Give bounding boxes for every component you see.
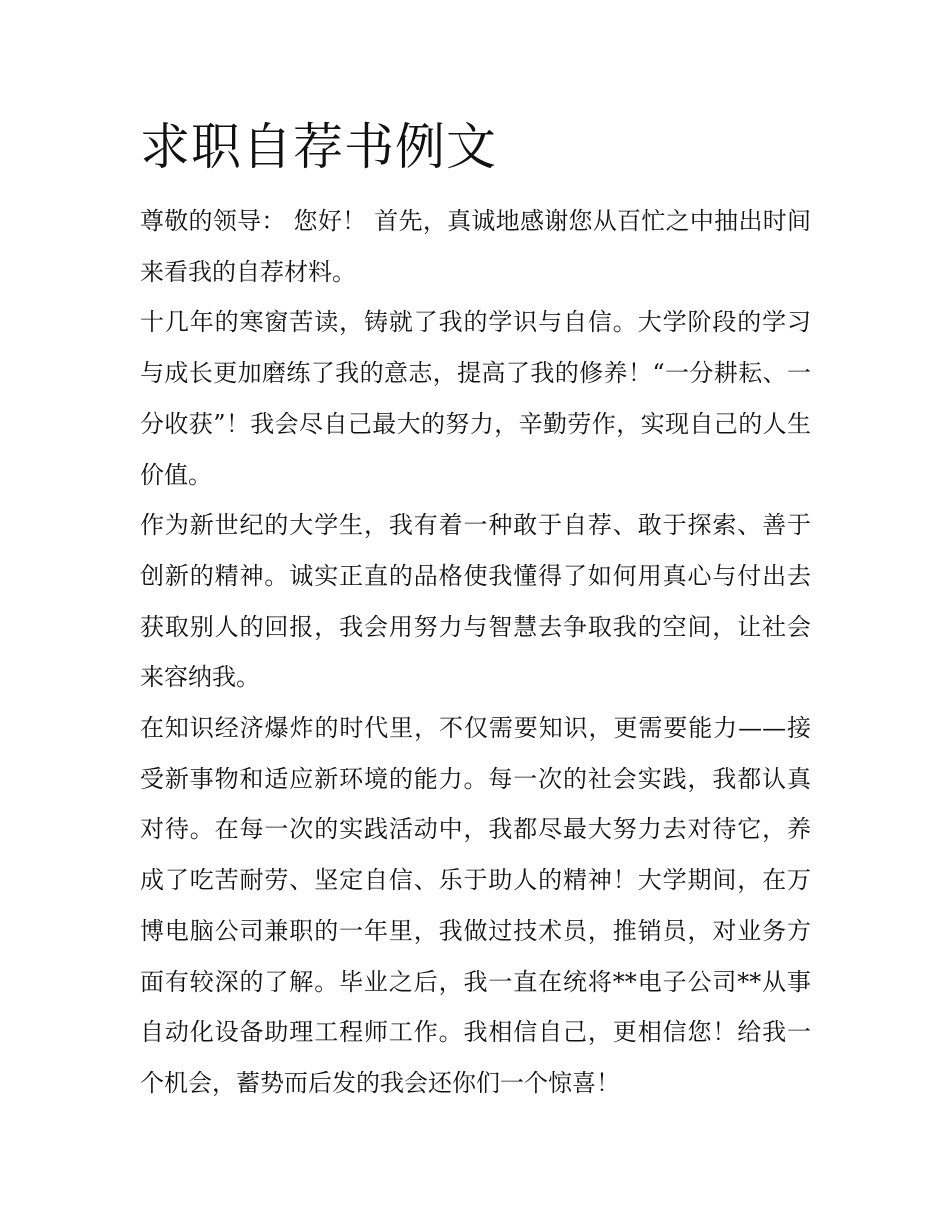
document-body (140, 196, 811, 1109)
paragraph-study: 十几年的寒窗苦读，铸就了我的学识与自信。大学阶段的学习与成长更加磨练了我的意志，提高了我的修养！“一分耕耘、一分收获”！我会尽自己最大的努力，辛勤劳作，实现自己的人生价值。 (140, 308, 811, 489)
paragraph-experience: 在知识经济爆炸的时代里，不仅需要知识，更需要能力——接受新事物和适应新环境的能力。每一次的社会实践，我都认真对待。在每一次的实践活动中，我都尽最大努力去对待它，养成了吃苦耐劳、坚定自信、乐于助人的精神！大学期间，在万博电脑公司兼职的一年里，我做过技术员，推销员，对业务方面有较深的了解。毕业之后，我一直在统将**电子公司**从事自动化设备助理工程师工作。我相信自己，更相信您！给我一个机会，蓄势而后发的我会还你们一个惊喜！ (140, 714, 811, 1097)
document-title: 求职自荐书例文 (140, 118, 497, 176)
paragraph-spirit: 作为新世纪的大学生，我有着一种敢于自荐、敢于探索、善于创新的精神。诚实正直的品格使我懂得了如何用真心与付出去获取别人的回报，我会用努力与智慧去争取我的空间，让社会来容纳我。 (140, 511, 811, 692)
paragraph-greeting: 尊敬的领导： 您好！ 首先，真诚地感谢您从百忙之中抽出时间来看我的自荐材料。 (140, 207, 811, 286)
